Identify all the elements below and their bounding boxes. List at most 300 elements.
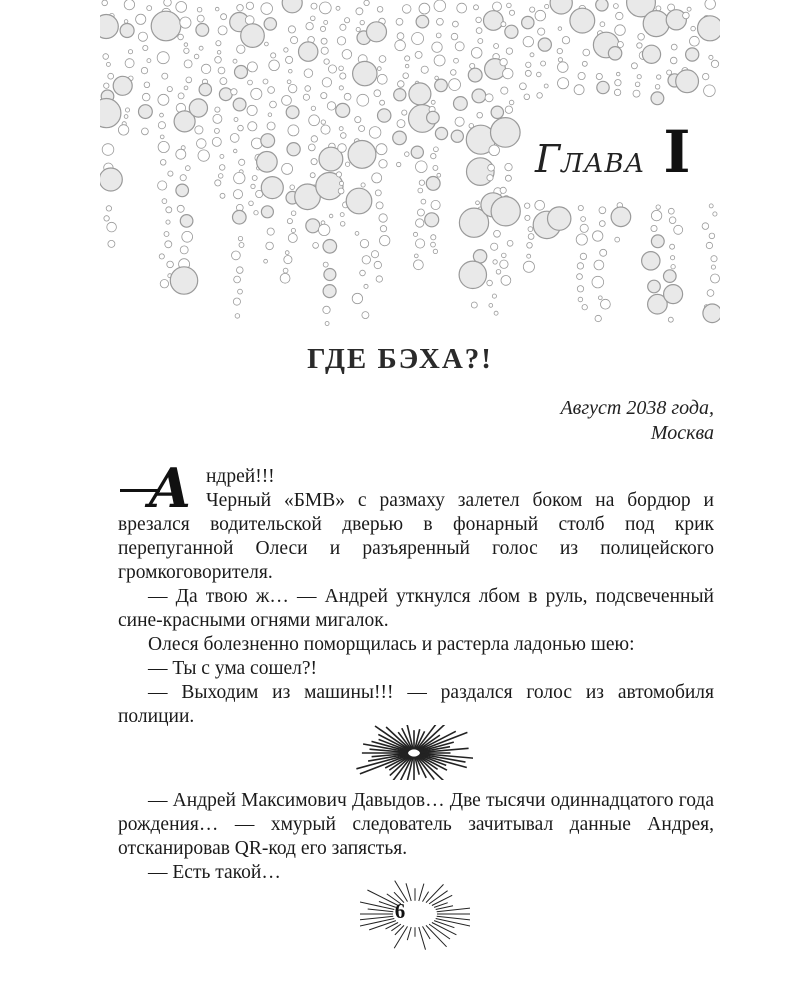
- bubble: [597, 81, 609, 93]
- bubble: [106, 206, 111, 211]
- bubble: [648, 280, 661, 293]
- bubble: [162, 199, 167, 204]
- chapter-word-initial: Г: [535, 137, 562, 181]
- bubble: [709, 55, 713, 59]
- bubble: [319, 224, 330, 235]
- bubble: [213, 114, 222, 123]
- bubble: [432, 42, 442, 52]
- bubble: [215, 107, 220, 112]
- bubble: [494, 44, 499, 49]
- bubble: [485, 94, 493, 102]
- bubble: [522, 16, 534, 28]
- bubble: [247, 62, 257, 72]
- bubble: [197, 15, 204, 22]
- bubble: [545, 4, 549, 8]
- bubble: [455, 42, 464, 51]
- bubble: [494, 311, 498, 315]
- bubble: [311, 16, 316, 21]
- bubble: [184, 86, 188, 90]
- bubble: [327, 102, 335, 110]
- bubble: [289, 69, 293, 73]
- bubble: [611, 207, 631, 227]
- bubble: [303, 94, 309, 100]
- bubble: [655, 85, 660, 90]
- bubble: [286, 56, 293, 63]
- bubble: [168, 171, 173, 176]
- bubble: [578, 297, 583, 302]
- bubble: [417, 209, 424, 216]
- bubble: [142, 128, 149, 135]
- bubble: [212, 137, 221, 146]
- bubble: [397, 120, 405, 128]
- bubble: [691, 26, 696, 31]
- bubble: [271, 53, 276, 58]
- bubble: [617, 42, 623, 48]
- bubble: [581, 217, 586, 222]
- bubble: [102, 0, 108, 6]
- bubble: [157, 52, 169, 64]
- bubble: [583, 49, 590, 56]
- bubble: [356, 27, 360, 31]
- bubble: [268, 113, 272, 117]
- bubble: [600, 249, 607, 256]
- bubble: [449, 79, 461, 91]
- bubble: [100, 15, 118, 39]
- bubble: [283, 268, 288, 273]
- bubble: [311, 106, 315, 110]
- bubble: [287, 143, 300, 156]
- bubble: [500, 260, 508, 268]
- bubble: [600, 22, 605, 27]
- bubble: [419, 180, 424, 185]
- bubble: [176, 184, 189, 197]
- bubble: [234, 276, 241, 283]
- bubble: [218, 67, 225, 74]
- bubble: [167, 87, 172, 92]
- bubble: [405, 56, 410, 61]
- bubble: [257, 152, 278, 173]
- bubble: [108, 73, 114, 79]
- bubble: [340, 213, 344, 217]
- bubble: [364, 0, 369, 5]
- bubble: [266, 242, 274, 250]
- bubble: [393, 131, 407, 145]
- bubble: [186, 77, 192, 83]
- bubble: [233, 298, 240, 305]
- bubble: [306, 219, 320, 233]
- bubble: [247, 105, 257, 115]
- bubble: [313, 243, 319, 249]
- bubble: [593, 231, 603, 241]
- bubble: [311, 136, 317, 142]
- bubble: [394, 89, 406, 101]
- bubble: [528, 227, 533, 232]
- bubble: [656, 205, 660, 209]
- bubble: [184, 60, 192, 68]
- bubble: [596, 0, 608, 11]
- bubble: [367, 22, 387, 42]
- bubble: [138, 32, 147, 41]
- bubble: [474, 5, 479, 10]
- bubble: [306, 23, 313, 30]
- bubble: [535, 200, 545, 210]
- bubble: [558, 78, 569, 89]
- bubble: [664, 285, 683, 304]
- bubble: [505, 163, 512, 170]
- bubble: [538, 38, 551, 51]
- bubble: [348, 141, 376, 169]
- bubble: [379, 56, 386, 63]
- bubble: [328, 65, 336, 73]
- bubble: [231, 89, 237, 95]
- bubble: [702, 223, 709, 230]
- bubble: [489, 304, 493, 308]
- chapter-title: ГДЕ БЭХА?!: [307, 343, 493, 375]
- bubble: [690, 36, 700, 46]
- bubble: [687, 7, 691, 11]
- bubble: [364, 284, 368, 288]
- bubble: [182, 231, 193, 242]
- bubble: [197, 139, 207, 149]
- bubble: [599, 207, 606, 214]
- bubble: [235, 314, 240, 319]
- bubble: [291, 211, 296, 216]
- bubble: [261, 3, 273, 15]
- bubble: [491, 106, 503, 118]
- bubble: [437, 18, 444, 25]
- bubble: [676, 70, 699, 93]
- bubble: [651, 225, 657, 231]
- bubble: [541, 61, 546, 66]
- bubble: [377, 7, 383, 13]
- bubble: [264, 18, 276, 30]
- bubble: [577, 274, 583, 280]
- bubble: [321, 125, 330, 134]
- bubble: [576, 234, 587, 245]
- bubble: [616, 72, 620, 76]
- bubble: [703, 304, 720, 323]
- bubble: [102, 144, 114, 156]
- bubble: [106, 62, 110, 66]
- bubble: [288, 26, 295, 33]
- bubble: [431, 235, 436, 240]
- bubble: [372, 173, 382, 183]
- bubble: [158, 94, 169, 105]
- bubble: [336, 6, 340, 10]
- bubble: [215, 57, 222, 64]
- bubble: [329, 214, 333, 218]
- bubble: [245, 16, 254, 25]
- bubble: [162, 73, 168, 79]
- bubble: [582, 305, 587, 310]
- bubble: [525, 70, 531, 76]
- bubble: [261, 206, 273, 218]
- bubble: [509, 10, 514, 15]
- bubble: [284, 48, 288, 52]
- bubble: [201, 64, 210, 73]
- bubble: [311, 159, 317, 165]
- bubble: [550, 0, 572, 14]
- bubble: [437, 173, 441, 177]
- bubble: [286, 106, 299, 119]
- bubble: [471, 302, 477, 308]
- bubble: [614, 89, 620, 95]
- bubble: [402, 5, 411, 14]
- bubble: [703, 73, 709, 79]
- bubble: [136, 14, 146, 24]
- bubble: [180, 246, 188, 254]
- bubble: [493, 260, 497, 264]
- bubble: [141, 67, 147, 73]
- bubble: [491, 197, 520, 226]
- paragraph: ндрей!!!: [206, 466, 275, 487]
- bubble: [491, 243, 498, 250]
- bubble: [252, 176, 257, 181]
- bubble: [100, 99, 121, 128]
- bubble: [341, 133, 347, 139]
- bubble: [151, 11, 181, 41]
- bubble: [233, 149, 237, 153]
- bubble: [414, 254, 418, 258]
- bubble: [371, 251, 378, 258]
- bubble: [321, 47, 328, 54]
- bubble: [160, 160, 166, 166]
- bubble: [120, 24, 134, 38]
- bubble: [196, 24, 209, 37]
- bubble: [219, 165, 225, 171]
- bubble: [104, 83, 109, 88]
- bubble: [321, 120, 325, 124]
- bubble: [580, 253, 586, 259]
- bubble: [668, 208, 674, 214]
- bubble: [505, 175, 511, 181]
- chapter-heading: [535, 118, 725, 198]
- bubble: [500, 59, 507, 66]
- bubble: [666, 10, 686, 30]
- bubble: [369, 127, 381, 139]
- bubble: [323, 240, 337, 254]
- bubble: [397, 162, 401, 166]
- bubble: [414, 260, 424, 270]
- bubble: [592, 276, 604, 288]
- bubble: [160, 113, 164, 117]
- bubble: [468, 68, 482, 82]
- bubble: [395, 40, 406, 51]
- bubble: [709, 204, 713, 208]
- bubble: [451, 130, 463, 142]
- bubble: [476, 201, 480, 205]
- bubble: [668, 317, 673, 322]
- bubble: [287, 219, 292, 224]
- bubble: [413, 232, 417, 236]
- bubble: [108, 240, 115, 247]
- bubble: [548, 207, 571, 230]
- bubble: [159, 254, 164, 259]
- bubble: [396, 18, 403, 25]
- bubble: [671, 265, 675, 269]
- bubble: [631, 63, 637, 69]
- bubble: [487, 175, 493, 181]
- bubble: [220, 154, 224, 158]
- bubble: [264, 259, 268, 263]
- bubble: [164, 232, 169, 237]
- bubble: [426, 177, 440, 191]
- bubble: [379, 214, 387, 222]
- bubble: [128, 50, 132, 54]
- bubble: [477, 112, 483, 118]
- bubble: [538, 28, 545, 35]
- bubble: [403, 73, 409, 79]
- bubble: [578, 205, 583, 210]
- bubble: [158, 122, 165, 129]
- bubble: [434, 55, 445, 66]
- bubble: [143, 45, 148, 50]
- bubble: [435, 76, 439, 80]
- bubble: [147, 59, 151, 63]
- bubble: [478, 39, 483, 44]
- bubble: [431, 242, 436, 247]
- bubble: [324, 20, 328, 24]
- bubble: [709, 233, 715, 239]
- bubble: [125, 59, 134, 68]
- bubble: [338, 188, 344, 194]
- paragraph: — Андрей Максимович Давыдов… Две тысячи одиннадцатого года рождения… — хмурый следователь зачитывал данные Андрея, отсканировав QR-код его запястья.: [118, 790, 714, 859]
- bubble: [578, 72, 585, 79]
- bubble: [376, 144, 387, 155]
- bubble: [125, 108, 129, 112]
- bubble: [323, 262, 328, 267]
- bubble: [503, 68, 513, 78]
- bubble: [103, 54, 109, 60]
- bubble: [323, 306, 330, 313]
- bubble: [289, 84, 297, 92]
- bubble: [237, 267, 244, 274]
- bubble: [215, 180, 221, 186]
- bubble: [160, 280, 168, 288]
- bubble: [234, 172, 245, 183]
- bubble: [451, 70, 457, 76]
- bubble: [167, 261, 174, 268]
- bubble: [199, 83, 211, 95]
- bubble: [411, 146, 423, 158]
- bubble: [380, 100, 385, 105]
- bubble: [284, 256, 292, 264]
- epigraph-line-date: Август 2038 года,: [560, 397, 714, 419]
- bubble: [158, 181, 167, 190]
- bubble: [528, 234, 534, 240]
- bubble: [291, 37, 298, 44]
- bubble: [237, 5, 244, 12]
- bubble: [344, 93, 351, 100]
- bubble: [216, 41, 221, 46]
- paragraph: — Выходим из машины!!! — раздался голос из автомобиля полиции.: [118, 682, 714, 727]
- bubble: [642, 45, 660, 63]
- bubble: [311, 3, 317, 9]
- bubble: [374, 90, 381, 97]
- bubble: [251, 184, 255, 188]
- bubble: [713, 212, 717, 216]
- bubble: [706, 242, 712, 248]
- bubble: [601, 299, 611, 309]
- bubble: [147, 6, 152, 11]
- bubble: [704, 85, 716, 97]
- bubble: [180, 175, 186, 181]
- bubble: [467, 158, 495, 186]
- bubble: [615, 25, 626, 36]
- bubble: [380, 235, 390, 245]
- bubble: [362, 256, 370, 264]
- bubble: [558, 27, 562, 31]
- bubble: [342, 50, 352, 60]
- bubble: [197, 7, 202, 12]
- bubble: [261, 177, 283, 199]
- bubble: [323, 285, 336, 298]
- bubble: [711, 256, 717, 262]
- bubble: [615, 80, 621, 86]
- bubble: [416, 239, 425, 248]
- body-text-section-1: [118, 456, 714, 729]
- bubble: [502, 253, 507, 258]
- bubble: [493, 2, 502, 11]
- bubble: [310, 173, 315, 178]
- bubble: [698, 16, 721, 41]
- bubble: [501, 87, 508, 94]
- bubble: [416, 161, 428, 173]
- bubble: [360, 20, 364, 24]
- bubble: [436, 33, 441, 38]
- bubble: [337, 37, 345, 45]
- bubble: [667, 70, 672, 75]
- bubble: [651, 235, 664, 248]
- bubble: [594, 260, 604, 270]
- bubble: [359, 126, 365, 132]
- bubble: [570, 8, 595, 33]
- bubble: [562, 37, 569, 44]
- bubble: [234, 118, 238, 122]
- bubble: [418, 188, 423, 193]
- section-divider-ornament: [355, 725, 473, 780]
- chapter-word: [535, 137, 645, 181]
- bubble: [233, 59, 237, 63]
- bubble: [633, 90, 640, 97]
- bubble: [492, 294, 496, 298]
- bubble: [124, 115, 128, 119]
- bubble: [355, 232, 359, 236]
- bubble: [380, 226, 386, 232]
- bubble: [199, 46, 203, 50]
- bubble: [164, 0, 172, 6]
- bubble: [180, 215, 193, 228]
- bubble: [635, 82, 640, 87]
- bubble: [177, 205, 184, 212]
- bubble: [683, 12, 690, 19]
- bubble: [524, 94, 530, 100]
- bubble: [166, 220, 170, 224]
- bubble: [233, 210, 247, 224]
- bubble: [287, 80, 291, 84]
- bubble: [557, 48, 562, 53]
- bubble: [309, 115, 320, 126]
- bubble: [425, 213, 439, 227]
- bubble: [574, 85, 584, 95]
- bubble: [577, 286, 583, 292]
- bubble: [180, 17, 191, 28]
- bubble: [170, 267, 197, 294]
- bubble: [494, 230, 501, 237]
- bubble: [339, 181, 343, 185]
- bubble: [218, 26, 227, 35]
- bubble: [107, 222, 117, 232]
